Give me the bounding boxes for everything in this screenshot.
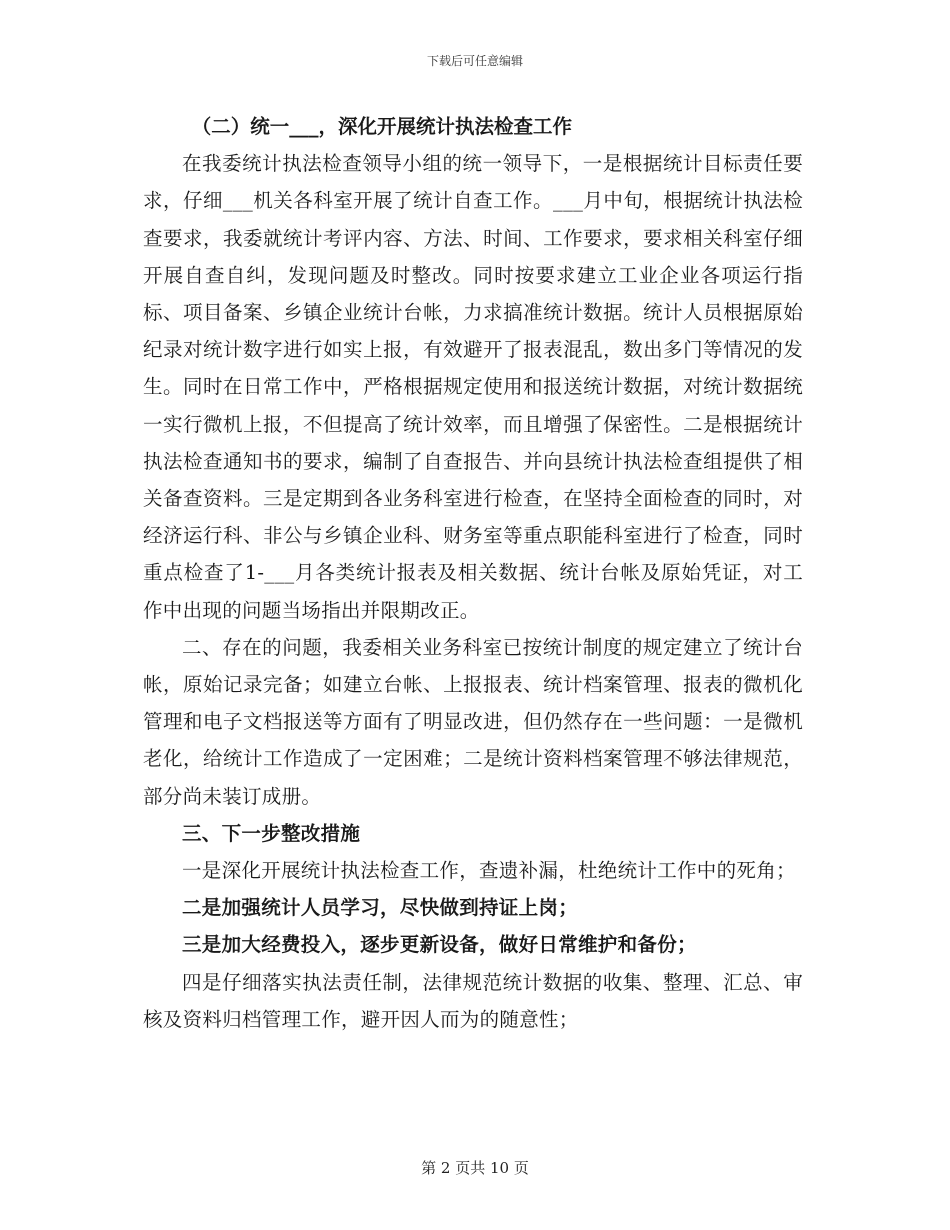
document-body — [143, 108, 803, 1038]
page-footer: 第 2 页共 10 页 — [421, 1159, 529, 1177]
page-header: 下载后可任意编辑 — [426, 54, 523, 68]
section-title: （二）统一___，深化开展统计执法检查工作 — [191, 115, 573, 138]
paragraph-5: 三是加大经费投入，逐步更新设备，做好日常维护和备份； — [182, 933, 697, 957]
paragraph-2: 二、存在的问题，我委相关业务科室已按统计制度的规定建立了统计台帐，原始记录完备；如建立台帐、上报报表、统计档案管理、报表的微机化管理和电子文档报送等方面有了明显改进，但仍然存在一些问题：一是微机老化，给统计工作造成了一定困难；二是统计资料档案管理不够法律规范，部分尚未装订成册。 — [143, 635, 803, 808]
section-heading-3: 三、下一步整改措施 — [182, 821, 361, 845]
paragraph-6: 四是仔细落实执法责任制，法律规范统计数据的收集、整理、汇总、审核及资料归档管理工作，避开因人而为的随意性； — [143, 970, 803, 1031]
paragraph-4: 二是加强统计人员学习，尽快做到持证上岗； — [182, 896, 579, 920]
paragraph-3: 一是深化开展统计执法检查工作，查遗补漏，杜绝统计工作中的死角； — [182, 859, 796, 883]
paragraph-1: 在我委统计执法检查领导小组的统一领导下，一是根据统计目标责任要求，仔细___机关各科室开展了统计自查工作。___月中旬，根据统计执法检查要求，我委就统计考评内容、方法、时间、工作要求，要求相关科室仔细开展自查自纠，发现问题及时整改。同时按要求建立工业企业各项运行指标、项目备案、乡镇企业统计台帐，力求搞准统计数据。统计人员根据原始纪录对统计数字进行如实上报，有效避开了报表混乱，数出多门等情况的发生。同时在日常工作中，严格根据规定使用和报送统计数据，对统计数据统一实行微机上报，不但提高了统计效率，而且增强了保密性。二是根据统计执法检查通知书的要求，编制了自查报告、并向县统计执法检查组提供了相关备查资料。三是定期到各业务科室进行检查，在坚持全面检查的同时，对经济运行科、非公与乡镇企业科、财务室等重点职能科室进行了检查，同时重点检查了1-___月各类统计报表及相关数据、统计台帐及原始凭证，对工作中出现的问题当场指出并限期改正。 — [143, 152, 803, 622]
